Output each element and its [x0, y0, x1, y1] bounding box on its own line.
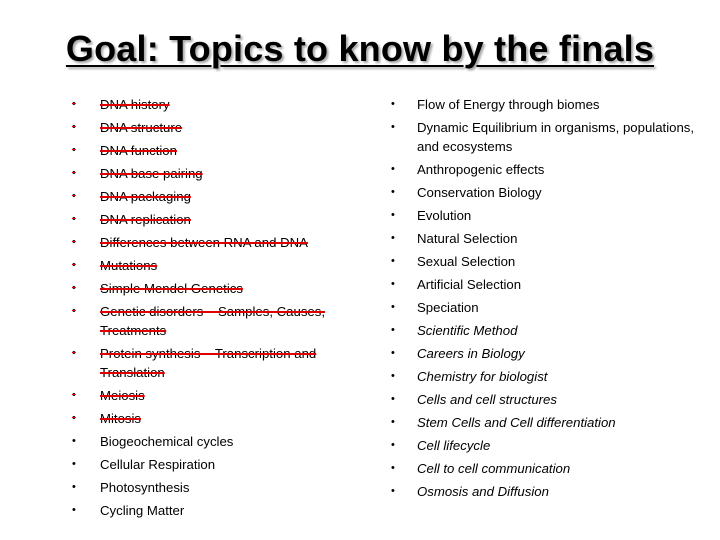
- bullet-icon: •: [72, 481, 76, 493]
- topic-list-item: [388, 158, 708, 181]
- bullet-icon: •: [72, 98, 76, 110]
- topic-label: Mitosis: [100, 411, 142, 426]
- topic-list-item: [70, 384, 370, 407]
- bullet-icon: •: [72, 236, 76, 248]
- topic-label: Dynamic Equilibrium in organisms, populations, and ecosystems: [417, 120, 695, 154]
- bullet-icon: •: [72, 504, 76, 516]
- bullet-icon: •: [72, 347, 76, 359]
- topic-list-item: [388, 204, 708, 227]
- topic-list-item: [388, 273, 708, 296]
- topic-list-item: [70, 277, 370, 300]
- topic-list-item: [388, 342, 708, 365]
- topic-label: Cell lifecycle: [417, 438, 491, 453]
- topic-list-item: [70, 93, 370, 116]
- bullet-icon: •: [391, 324, 395, 336]
- bullet-icon: •: [391, 98, 395, 110]
- topic-list-item: [70, 476, 370, 499]
- topic-label: Scientific Method: [417, 323, 518, 338]
- topic-list-item: [70, 162, 370, 185]
- topic-list-item: [388, 319, 708, 342]
- bullet-icon: •: [72, 282, 76, 294]
- topic-list-item: [388, 411, 708, 434]
- topic-label: Differences between RNA and DNA: [100, 235, 308, 250]
- topic-label: Photosynthesis: [100, 480, 190, 495]
- topic-list-item: [70, 185, 370, 208]
- topic-label: Osmosis and Diffusion: [417, 484, 549, 499]
- bullet-icon: •: [72, 121, 76, 133]
- bullet-icon: •: [391, 232, 395, 244]
- bullet-icon: •: [391, 255, 395, 267]
- bullet-icon: •: [391, 301, 395, 313]
- topic-label: DNA function: [100, 143, 177, 158]
- topic-list-item: [70, 342, 370, 384]
- bullet-icon: •: [391, 439, 395, 451]
- topic-label: DNA base pairing: [100, 166, 203, 181]
- topic-label: Genetic disorders – Samples, Causes, Treatments: [100, 304, 326, 338]
- bullet-icon: •: [72, 259, 76, 271]
- topic-label: Artificial Selection: [417, 277, 522, 292]
- topic-list-item: [388, 181, 708, 204]
- topic-label: DNA replication: [100, 212, 191, 227]
- topic-list-item: [70, 300, 370, 342]
- bullet-icon: •: [72, 389, 76, 401]
- bullet-icon: •: [391, 121, 395, 133]
- topic-list-item: [70, 116, 370, 139]
- topic-list-item: [388, 250, 708, 273]
- topic-list-item: [388, 388, 708, 411]
- topic-label: Protein synthesis – Transcription and Translation: [100, 346, 317, 380]
- bullet-icon: •: [72, 458, 76, 470]
- bullet-icon: •: [72, 190, 76, 202]
- topic-list-item: [70, 430, 370, 453]
- topic-list-item: [388, 296, 708, 319]
- page-title: Goal: Topics to know by the finals: [65, 28, 655, 69]
- topic-label: Careers in Biology: [417, 346, 525, 361]
- bullet-icon: •: [391, 462, 395, 474]
- bullet-icon: •: [72, 305, 76, 317]
- topic-label: DNA packaging: [100, 189, 191, 204]
- bullet-icon: •: [391, 186, 395, 198]
- topic-list-item: [388, 227, 708, 250]
- topic-list-item: [70, 499, 370, 522]
- topic-list-item: [388, 480, 708, 503]
- topic-label: Chemistry for biologist: [417, 369, 548, 384]
- bullet-icon: •: [72, 213, 76, 225]
- topic-list-item: [70, 139, 370, 162]
- topic-list-item: [70, 407, 370, 430]
- topic-list-item: [388, 116, 708, 158]
- topic-list-item: [388, 365, 708, 388]
- bullet-icon: •: [391, 278, 395, 290]
- bullet-icon: •: [391, 485, 395, 497]
- topic-label: DNA structure: [100, 120, 183, 135]
- topic-label: Conservation Biology: [417, 185, 542, 200]
- topic-label: Biogeochemical cycles: [100, 434, 234, 449]
- topic-label: Speciation: [417, 300, 479, 315]
- topic-list-item: [388, 457, 708, 480]
- bullet-icon: •: [391, 347, 395, 359]
- topic-label: Cellular Respiration: [100, 457, 216, 472]
- bullet-icon: •: [391, 163, 395, 175]
- topic-label: Anthropogenic effects: [417, 162, 545, 177]
- bullet-icon: •: [72, 144, 76, 156]
- bullet-icon: •: [391, 209, 395, 221]
- topic-label: Stem Cells and Cell differentiation: [417, 415, 616, 430]
- bullet-icon: •: [72, 412, 76, 424]
- bullet-icon: •: [72, 167, 76, 179]
- topic-label: Simple Mendel Genetics: [100, 281, 243, 296]
- topic-list-item: [70, 208, 370, 231]
- topic-label: Mutations: [100, 258, 158, 273]
- topic-label: Cycling Matter: [100, 503, 185, 518]
- bullet-icon: •: [391, 370, 395, 382]
- topic-list-item: [70, 231, 370, 254]
- topic-label: Natural Selection: [417, 231, 518, 246]
- topic-label: DNA history: [100, 97, 170, 112]
- topic-list-item: [70, 254, 370, 277]
- topic-list-item: [70, 453, 370, 476]
- topic-list-item: [388, 93, 708, 116]
- topic-label: Meiosis: [100, 388, 145, 403]
- topic-label: Cell to cell communication: [417, 461, 571, 476]
- topic-label: Evolution: [417, 208, 472, 223]
- left-topic-list: [70, 93, 370, 522]
- topic-label: Flow of Energy through biomes: [417, 97, 600, 112]
- bullet-icon: •: [391, 416, 395, 428]
- right-topic-list: [388, 93, 708, 503]
- topic-label: Cells and cell structures: [417, 392, 557, 407]
- bullet-icon: •: [72, 435, 76, 447]
- topic-label: Sexual Selection: [417, 254, 516, 269]
- topic-list-item: [388, 434, 708, 457]
- bullet-icon: •: [391, 393, 395, 405]
